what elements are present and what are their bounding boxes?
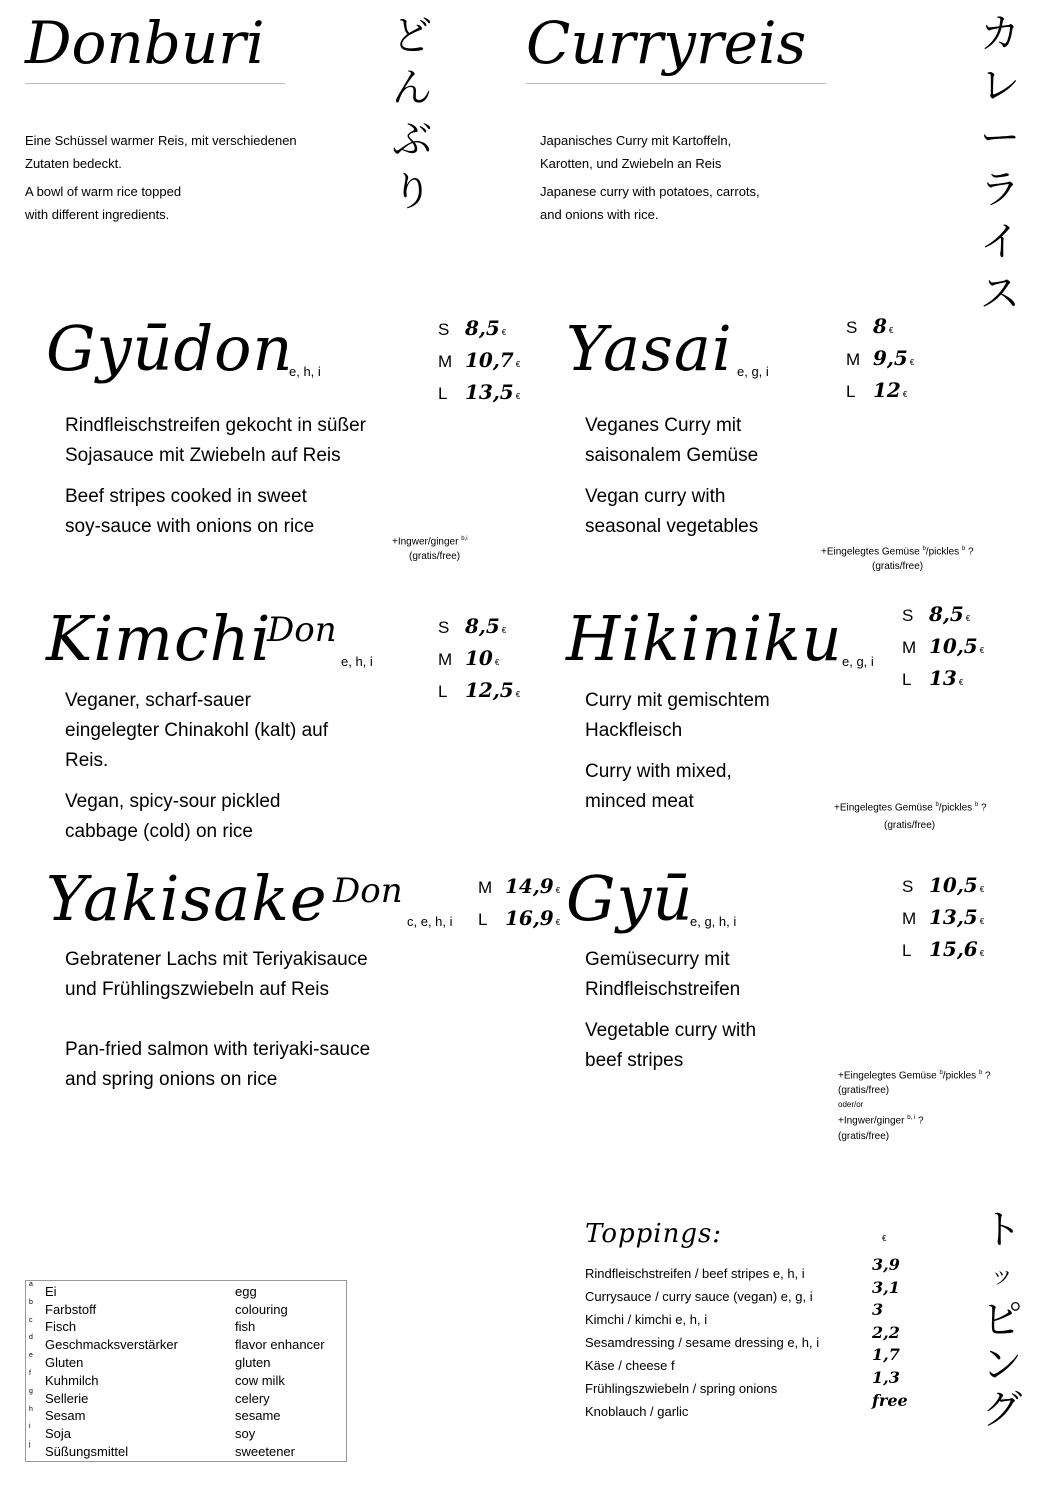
dish-description-yasai — [585, 411, 885, 553]
price-value: 8 — [873, 314, 887, 338]
size-label: L — [902, 670, 912, 689]
desc-line: Eine Schüssel warmer Reis, mit verschiedenen — [25, 133, 297, 148]
desc-line: Karotten, und Zwiebeln an Reis — [540, 156, 722, 171]
desc-line: Rindfleischstreifen gekocht in süßer — [65, 415, 366, 436]
legend-letter: j — [29, 1441, 31, 1449]
legend-en: sesame — [235, 1408, 281, 1424]
price-list-gyudon — [438, 316, 520, 412]
legend-en: sweetener — [235, 1443, 295, 1459]
topping-price: free — [872, 1390, 908, 1410]
legend-de: Gluten — [45, 1354, 84, 1370]
legend-row — [26, 1388, 346, 1406]
desc-line: Reis. — [65, 750, 109, 771]
size-label: S — [846, 318, 858, 337]
legend-letter: e — [29, 1352, 33, 1360]
euro-sign: € — [515, 690, 521, 699]
price-value: 12,5 — [465, 678, 514, 702]
toppings-title: Toppings: — [585, 1219, 723, 1249]
size-label: M — [902, 909, 917, 928]
extra-label: ? — [982, 1070, 991, 1082]
extra-label: +Eingelegtes Gemüse — [834, 802, 933, 814]
price-value: 16,9 — [505, 906, 554, 930]
size-label: M — [846, 350, 861, 369]
legend-de: Fisch — [45, 1319, 77, 1335]
desc-line: Vegan, spicy-sour pickled — [65, 791, 281, 812]
extra-label: +Eingelegtes Gemüse — [838, 1070, 937, 1082]
price-row — [846, 346, 914, 378]
extra-allergens: b — [961, 546, 966, 552]
size-label: S — [438, 618, 450, 637]
legend-en: egg — [235, 1283, 257, 1299]
dish-name-suffix: Don — [267, 610, 337, 650]
desc-line: eingelegter Chinakohl (kalt) auf — [65, 720, 328, 741]
legend-row — [26, 1423, 346, 1441]
euro-sign: € — [979, 646, 985, 655]
desc-line: Gebratener Lachs mit Teriyakisauce — [65, 949, 368, 970]
legend-en: celery — [235, 1390, 270, 1406]
legend-letter: i — [29, 1423, 31, 1431]
desc-line: Sojasauce mit Zwiebeln auf Reis — [65, 445, 341, 466]
price-value: 10 — [465, 646, 493, 670]
desc-line: Gemüsecurry mit — [585, 949, 730, 970]
price-value: 8,5 — [465, 614, 500, 638]
price-row — [438, 348, 520, 380]
legend-de: Ei — [45, 1283, 57, 1299]
desc-line: Curry mit gemischtem — [585, 690, 770, 711]
desc-line: Japanese curry with potatoes, carrots, — [540, 184, 760, 199]
price-value: 9,5 — [873, 346, 908, 370]
kana-char: グ — [982, 1387, 1022, 1433]
topping-item: Frühlingszwiebeln / spring onions — [585, 1381, 778, 1396]
kana-char: ぶ — [392, 117, 432, 163]
donburi-title-rule — [25, 83, 285, 84]
extra-note: (gratis/free) — [838, 1085, 890, 1097]
price-row — [438, 614, 520, 646]
legend-row — [26, 1352, 346, 1370]
desc-line: Japanisches Curry mit Kartoffeln, — [540, 133, 732, 148]
euro-sign: € — [979, 949, 985, 958]
legend-row — [26, 1299, 346, 1317]
extra-option-gyudon — [392, 532, 468, 564]
extra-allergens: b — [939, 1070, 943, 1076]
size-label: M — [438, 352, 453, 371]
price-row — [902, 937, 984, 969]
legend-de: Soja — [45, 1426, 72, 1442]
dish-allergens: e, g, i — [737, 364, 769, 379]
extra-allergens: b — [922, 546, 926, 552]
extra-label: +Ingwer/ginger — [392, 536, 459, 548]
dish-allergens: e, h, i — [289, 364, 321, 379]
price-row — [846, 378, 914, 410]
price-value: 8,5 — [465, 316, 500, 340]
price-row — [438, 380, 520, 412]
price-row — [902, 602, 984, 634]
extra-label: /pickles — [938, 802, 973, 814]
price-value: 12 — [873, 378, 901, 402]
desc-line: soy-sauce with onions on rice — [65, 516, 315, 537]
price-row — [846, 314, 914, 346]
price-value: 13,5 — [929, 905, 978, 929]
euro-sign: € — [501, 328, 507, 337]
euro-sign: € — [494, 658, 500, 667]
extra-allergens: b — [978, 1070, 983, 1076]
topping-item: Kimchi / kimchi e, h, i — [585, 1312, 708, 1327]
topping-item: Knoblauch / garlic — [585, 1404, 689, 1419]
price-row — [478, 874, 560, 906]
kana-char: ス — [980, 271, 1020, 317]
euro-sign: € — [515, 392, 521, 401]
legend-letter: d — [29, 1334, 33, 1342]
dish-description-gyudon — [65, 411, 425, 553]
price-row — [438, 678, 520, 710]
kana-char: イ — [980, 219, 1020, 265]
price-value: 13,5 — [465, 380, 514, 404]
price-list-yakisake — [478, 874, 560, 938]
dish-allergens: e, g, i — [842, 654, 874, 669]
price-list-hikiniku — [902, 602, 984, 698]
size-label: L — [438, 682, 448, 701]
kana-char: ト — [982, 1207, 1022, 1253]
price-value: 10,5 — [929, 634, 978, 658]
legend-de: Kuhmilch — [45, 1372, 99, 1388]
price-list-yasai — [846, 314, 914, 410]
curry-kana — [976, 8, 1024, 320]
kana-char: ラ — [980, 167, 1020, 213]
desc-line: saisonalem Gemüse — [585, 445, 759, 466]
kana-char: ピ — [982, 1297, 1022, 1343]
dish-name-yakisake: Yakisake — [46, 862, 328, 935]
size-label: L — [438, 384, 448, 403]
euro-sign: € — [515, 360, 521, 369]
extra-allergens: b — [974, 802, 979, 808]
curry-title: Curryreis — [526, 9, 807, 77]
legend-row — [26, 1370, 346, 1388]
desc-line: Vegan curry with — [585, 486, 726, 507]
euro-sign: € — [555, 886, 561, 895]
toppings-prices — [872, 1254, 908, 1412]
legend-de: Süßungsmittel — [45, 1443, 129, 1459]
size-label: M — [902, 638, 917, 657]
legend-row — [26, 1334, 346, 1352]
legend-letter: a — [29, 1281, 33, 1288]
desc-line: Curry with mixed, — [585, 761, 732, 782]
euro-sign: € — [555, 918, 561, 927]
extra-or: oder/or — [838, 1100, 864, 1110]
legend-en: gluten — [235, 1354, 271, 1370]
desc-line: beef stripes — [585, 1050, 684, 1071]
extra-label: ? — [978, 802, 987, 814]
legend-en: soy — [235, 1426, 256, 1442]
dish-name-gyudon: Gyūdon — [46, 312, 294, 385]
topping-price: 3,1 — [872, 1277, 900, 1297]
legend-en: colouring — [235, 1301, 288, 1317]
price-row — [438, 316, 520, 348]
price-row — [902, 873, 984, 905]
legend-letter: b — [29, 1298, 33, 1306]
extra-option-yasai — [821, 542, 974, 574]
desc-line: minced meat — [585, 791, 694, 812]
desc-line: und Frühlingszwiebeln auf Reis — [65, 979, 330, 1000]
legend-letter: c — [29, 1316, 33, 1324]
toppings-kana — [978, 1208, 1026, 1433]
price-list-gyu — [902, 873, 984, 969]
topping-price: 1,3 — [872, 1367, 900, 1387]
desc-line: with different ingredients. — [25, 207, 170, 222]
legend-row — [26, 1441, 346, 1459]
dish-allergens: e, g, h, i — [690, 914, 737, 929]
legend-letter: h — [29, 1405, 33, 1413]
extra-option-gyu — [838, 1066, 991, 1144]
legend-en: cow milk — [235, 1372, 285, 1388]
kana-char: ん — [392, 65, 432, 111]
size-label: L — [846, 382, 856, 401]
price-row — [902, 634, 984, 666]
curry-title-rule — [526, 83, 826, 84]
desc-line: seasonal vegetables — [585, 516, 759, 537]
kana-char: り — [392, 169, 432, 215]
size-label: M — [438, 650, 453, 669]
desc-line: and spring onions on rice — [65, 1069, 278, 1090]
topping-price: 2,2 — [872, 1322, 900, 1342]
euro-sign: € — [979, 917, 985, 926]
kana-char: ッ — [990, 1261, 1014, 1289]
desc-line: Hackfleisch — [585, 720, 683, 741]
price-row — [438, 646, 520, 678]
desc-line: Pan-fried salmon with teriyaki-sauce — [65, 1039, 371, 1060]
euro-sign: € — [965, 614, 971, 623]
legend-de: Sellerie — [45, 1390, 89, 1406]
size-label: M — [478, 878, 493, 897]
extra-allergens: b — [935, 802, 939, 808]
euro-sign: € — [888, 326, 894, 335]
dish-name-gyu: Gyū — [566, 862, 694, 935]
size-label: S — [902, 606, 914, 625]
euro-sign: € — [979, 885, 985, 894]
topping-price: 3 — [872, 1300, 884, 1320]
extra-note: (gratis/free) — [884, 820, 936, 832]
size-label: S — [902, 877, 914, 896]
dish-description-yakisake — [65, 945, 445, 1106]
legend-de: Farbstoff — [45, 1301, 97, 1317]
topping-item: Currysauce / curry sauce (vegan) e, g, i — [585, 1289, 813, 1304]
desc-line: cabbage (cold) on rice — [65, 821, 253, 842]
legend-en: flavor enhancer — [235, 1337, 325, 1353]
desc-line: A bowl of warm rice topped — [25, 184, 182, 199]
legend-row — [26, 1406, 346, 1424]
size-label: S — [438, 320, 450, 339]
euro-sign: € — [958, 678, 964, 687]
extra-allergens: b,i — [461, 536, 468, 542]
toppings-list — [585, 1262, 819, 1423]
desc-line: and onions with rice. — [540, 207, 659, 222]
legend-de: Sesam — [45, 1408, 86, 1424]
price-list-kimchi — [438, 614, 520, 710]
euro-sign: € — [902, 390, 908, 399]
topping-item: Rindfleischstreifen / beef stripes e, h, i — [585, 1266, 805, 1281]
desc-line: Rindfleischstreifen — [585, 979, 741, 1000]
desc-line: Veganes Curry mit — [585, 415, 742, 436]
legend-letter: f — [29, 1369, 31, 1377]
extra-note: (gratis/free) — [872, 561, 924, 573]
price-row — [478, 906, 560, 938]
curry-description — [540, 129, 880, 226]
extra-label: +Eingelegtes Gemüse — [821, 546, 920, 558]
legend-de: Geschmacksverstärker — [45, 1337, 178, 1353]
euro-sign: € — [501, 626, 507, 635]
desc-line: Veganer, scharf-sauer — [65, 690, 251, 711]
legend-en: fish — [235, 1319, 256, 1335]
desc-line: Zutaten bedeckt. — [25, 156, 122, 171]
euro-sign: € — [909, 358, 915, 367]
price-value: 10,7 — [465, 348, 514, 372]
legend-letter: g — [29, 1387, 33, 1395]
topping-item: Sesamdressing / sesame dressing e, h, i — [585, 1335, 820, 1350]
kana-char: ー — [980, 115, 1020, 161]
extra-label: ? — [965, 546, 974, 558]
legend-row — [26, 1317, 346, 1335]
kana-char: ン — [982, 1342, 1022, 1388]
allergen-legend — [25, 1280, 347, 1462]
topping-item: Käse / cheese f — [585, 1358, 675, 1373]
dish-name-yasai: Yasai — [566, 312, 733, 385]
desc-line: Beef stripes cooked in sweet — [65, 486, 307, 507]
kana-char: ど — [392, 13, 432, 59]
price-value: 8,5 — [929, 602, 964, 626]
extra-allergens: b, i — [907, 1115, 916, 1122]
size-label: L — [902, 941, 912, 960]
topping-price: 3,9 — [872, 1255, 900, 1274]
extra-option-hikiniku — [834, 798, 987, 833]
donburi-kana — [388, 10, 436, 218]
dish-description-kimchi — [65, 686, 395, 858]
extra-label: ? — [915, 1115, 924, 1127]
legend-row — [26, 1281, 346, 1299]
price-value: 13 — [929, 666, 957, 690]
kana-char: カ — [980, 11, 1020, 57]
dish-name-suffix: Don — [333, 871, 403, 911]
price-value: 14,9 — [505, 874, 554, 898]
topping-price: 1,7 — [872, 1345, 900, 1365]
kana-char: レ — [980, 63, 1020, 109]
price-value: 15,6 — [929, 937, 978, 961]
price-row — [902, 666, 984, 698]
desc-line: Vegetable curry with — [585, 1020, 757, 1041]
dish-name-hikiniku: Hikiniku — [566, 602, 843, 675]
price-value: 10,5 — [929, 873, 978, 897]
donburi-description — [25, 129, 365, 226]
donburi-title: Donburi — [25, 9, 265, 77]
extra-note: (gratis/free) — [838, 1130, 890, 1142]
size-label: L — [478, 910, 488, 929]
dish-allergens: c, e, h, i — [407, 914, 453, 929]
extra-label: /pickles — [942, 1070, 977, 1082]
extra-note: (gratis/free) — [409, 551, 461, 563]
dish-allergens: e, h, i — [341, 654, 373, 669]
extra-label: +Ingwer/ginger — [838, 1115, 905, 1127]
toppings-currency: € — [882, 1234, 887, 1243]
price-row — [902, 905, 984, 937]
extra-label: /pickles — [925, 546, 960, 558]
dish-name-kimchi: Kimchi — [46, 602, 272, 675]
